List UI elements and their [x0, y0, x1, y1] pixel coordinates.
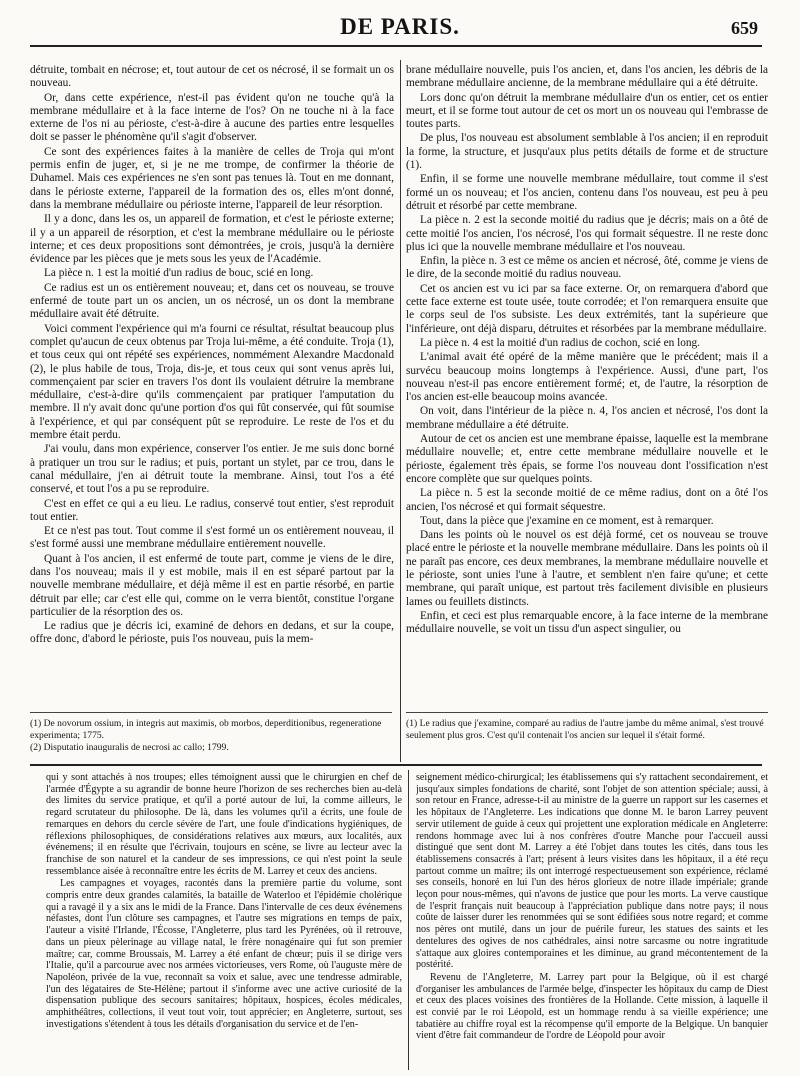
paragraph: détruite, tombait en nécrose; et, tout autour de cet os nécrosé, il se formait un os nouveau.	[30, 64, 394, 90]
paragraph: Enfin, et ceci est plus remarquable encore, à la face interne de la membrane médullaire nouvelle, se voit un tissu d'un aspect singulier, ou	[406, 609, 768, 636]
paragraph: Or, dans cette expérience, n'est-il pas évident qu'on ne touche qu'à la membrane médullaire et à la face interne de l'os? On ne touche ni à la face externe de l'os ni au périoste, c'est-à-dire à aucune des parties entre lesquelles doit se passer le phénomène qu'il s'agit d'observer.	[30, 91, 394, 144]
footnote: (1) Le radius que j'examine, comparé au radius de l'autre jambe du même animal, s'est trouvé seulement plus gros. C'est qu'il contenait l'os ancien sur lequel il s'était formé.	[406, 718, 764, 741]
paragraph: On voit, dans l'intérieur de la pièce n. 4, l'os ancien et nécrosé, l'os dont la membrane médullaire a été détruite.	[406, 405, 768, 431]
feuilleton-rule	[30, 764, 762, 766]
paragraph: J'ai voulu, dans mon expérience, conserver l'os entier. Je me suis donc borné à pratiquer un trou sur le radius; et puis, portant un stylet, par ce trou, dans le canal médullaire, j'en ai détruit toute la membrane. Ainsi, tout l'os a été conservé, et tout l'os a pu se reproduire.	[30, 443, 394, 496]
feuilleton-column-divider	[408, 770, 409, 1070]
paragraph: Les campagnes et voyages, racontés dans la première partie du volume, sont compris entre deux grandes calamités, la bataille de Waterloo et l'épidémie cholérique qui a ravagé il y a six ans le midi de la France. Dans l'intervalle de ces deux événemens néfastes, dont l'un clôture ses campagnes, et l'autre ses migrations en temps de paix, l'auteur a visité l'Irlande, l'Écosse, l'Angleterre, plus tard les Pyrénées, où il retrouve, dans un pieux pèlerinage au village natal, le frère nonagénaire qui fut son premier maître; car, comme Broussais, M. Larrey a été enfant de chœur; puis il se dirige vers l'Italie, qu'il a parcourue avec nos armées victorieuses, vers Rome, où l'auguste mère de Napoléon, privée de la vue, reconnaît sa voix et salue, avec une tendresse admirable, l'un des légataires de Ste-Hélène; partout il s'informe avec une active curiosité de la dispensation publique des secours sanitaires; hôpitaux, hospices, écoles médicales, amphithéâtres, collections, il veut tout voir, tout apprécier; en Angleterre, surtout, ses investigations s'étendent à tous les détails d'organisation du service et de l'en-	[46, 878, 402, 1030]
paragraph: Le radius que je décris ici, examiné de dehors en dedans, et sur la coupe, offre donc, d'abord le périoste, puis l'os nouveau, puis la mem-	[30, 620, 394, 646]
footnote: (2) Disputatio inauguralis de necrosi ac callo; 1799.	[30, 742, 229, 753]
paragraph: Enfin, la pièce n. 3 est ce même os ancien et nécrosé, ôté, comme je viens de le dire, de la seconde moitié du radius nouveau.	[406, 255, 768, 281]
paragraph: Il y a donc, dans les os, un appareil de formation, et c'est le périoste externe; il y a un appareil de résorption, et c'est la membrane médullaire ou le périoste interne; et ces deux propositions sont démontrées, je crois, jusqu'à la dernière évidence par les pièces que je mets sous les yeux de l'Académie.	[30, 213, 394, 266]
page-number: 659	[731, 18, 758, 38]
feuilleton-column-left	[46, 772, 402, 1072]
paragraph: C'est en effet ce qui a eu lieu. Le radius, conservé tout entier, s'est reproduit tout entier.	[30, 497, 394, 523]
footnote-rule-right	[406, 712, 768, 713]
paragraph: Autour de cet os ancien est une membrane épaisse, laquelle est la membrane médullaire nouvelle; et, entre cette membrane médullaire nouvelle et le périoste, également très épais, se forme l'os nouveau dont l'ossification n'est encore complète que sur quelques points.	[406, 433, 768, 485]
article-column-right	[406, 64, 768, 706]
paragraph: Revenu de l'Angleterre, M. Larrey part pour la Belgique, où il est chargé d'organiser les ambulances de l'armée belge, d'inspecter les hôpitaux du camp de Diest et ceux des places voisines des frontières de la Hollande. Cette mission, à laquelle il est convié par le roi Léopold, est un hommage rendu à sa vieille expérience; une tabatière au chiffre royal est la récompense qu'il emporte de la Belgique. Un banquier vient d'être fait commandeur de l'ordre de Léopold pour avoir	[416, 971, 768, 1042]
paragraph: L'animal avait été opéré de la même manière que le précédent; mais il a survécu beaucoup moins longtemps à l'expérience. Aussi, d'une part, l'os nouveau n'est-il pas encore entièrement formé; et, de l'autre, la résorption de l'os ancien est-elle beaucoup moins avancée.	[406, 351, 768, 404]
paragraph: La pièce n. 1 est la moitié d'un radius de bouc, scié en long.	[44, 267, 314, 280]
paragraph: Dans les points où le nouvel os est déjà formé, cet os nouveau se trouve placé entre le périoste et la nouvelle membrane médullaire. Dans les points où il ne paraît pas encore, ces deux membranes, la membrane médullaire nouvelle et le périoste, sont unies l'une à l'autre, et semblent n'en faire qu'une; et cette membrane, qui paraît unique, est partout très facilement divisible en plusieurs lames ou feuillets distincts.	[406, 529, 768, 608]
paragraph: Cet os ancien est vu ici par sa face externe. Or, on remarquera d'abord que cette face externe est toute usée, toute corrodée; et l'on remarquera ensuite que le corps seul de l'os subsiste. Les deux extrémités, tant la supérieure que l'inférieure, ont déjà disparu, détruites et résorbées par la membrane médullaire.	[406, 282, 768, 335]
paragraph: Enfin, il se forme une nouvelle membrane médullaire, tout comme il s'est formé un os nouveau; et l'os ancien, contenu dans l'os nouveau, est peu à peu détruit et résorbé par cette membrane.	[406, 173, 768, 212]
footnote: (1) De novorum ossium, in integris aut maximis, ob morbos, deperditionibus, regeneratione experimenta; 1775.	[30, 718, 382, 741]
paragraph: Quant à l'os ancien, il est enfermé de toute part, comme je viens de le dire, dans l'os nouveau; mais il y est mobile, mais il en est séparé partout par la nouvelle membrane médullaire, et déjà même il est en partie résorbé, en partie détruit par elle; car c'est elle qui, comme on le verra bientôt, constitue l'organe particulier de la résorption des os.	[30, 552, 394, 618]
running-title: DE PARIS.	[340, 14, 460, 39]
paragraph: seignement médico-chirurgical; les établissemens qui s'y rattachent secondairement, et jusqu'aux simples fondations de charité, sont l'objet de son attention spéciale; aussi, à son retour en France, adresse-t-il au ministre de la guerre un rapport sur les casernes et les hôpitaux de l'Angleterre. Les indications que donne M. le baron Larrey peuvent servir utilement de guide à ceux qui projettent une exploration médicale en Angleterre: rendons hommage avec lui à nos confrères d'outre Manche pour l'accueil aussi distingué que sent dont M. Larrey a été l'objet dans toutes les cités, dans tous les établissemens consacrés à l'art; présent à leurs visites dans les hôpitaux, il a été reçu partout comme un maître; ils ont interrogé respectueusement son expérience, réclamé ses conseils, honoré en lui l'un des héros glorieux de notre illade impériale; grande leçon pour nous-mêmes, qui n'avons de justice que pour les morts. La verve caustique de l'esprit français nuit beaucoup à l'appréciation publique dans notre pays; il nous coûte de laisser durer les renommées qui se sont édifiées sous notre regard; et comme nos pères ont mutilé, dans un jour de puérile fureur, les statues des saints et les dentelures des ogives de nos cathédrales, ainsi notre sarcasme ou notre ingratitude s'attaque aux gloires contemporaines et les diminue, au grand mécontentement de la postérité.	[416, 772, 768, 971]
footnotes-right	[406, 718, 768, 742]
paragraph: qui y sont attachés à nos troupes; elles témoignent aussi que le chirurgien en chef de l'armée d'Égypte a su agrandir de bonne heure l'horizon de ses recherches bien au-delà des limites du service pratique, et qu'il a porté autour de lui, la comme ailleurs, le regard scrutateur du philosophe. De là, dans les volumes qu'il a écrits, une foule de remarques en dehors du cercle sévère de l'art, une foule d'indications hygiéniques, de réflexions philosophiques, de considérations relatives aux mœurs, aux localités, aux événemens; il en résulte que l'écrivain, toujours en scène, se livre au lecteur avec la franchise de son naturel et la candeur de ses impressions, ce qui n'est point la seule ressemblance aisée à reconnaître entre les écrits de M. Larrey et ceux des anciens.	[46, 772, 402, 877]
page-header	[0, 0, 800, 46]
paragraph: Ce sont des expériences faites à la manière de celles de Troja qui m'ont permis enfin de juger, et, si je ne me trompe, de confirmer la théorie de Duhamel. Mais ces expériences ne s'en sont pas tenues là. Tout en me donnant, dans le périoste externe, l'appareil de la formation des os, elles m'ont donné, dans la membrane médullaire ou périoste interne, l'appareil de leur résorption.	[30, 145, 394, 211]
paragraph: Ce radius est un os entièrement nouveau; et, dans cet os nouveau, se trouve enfermé de toute part un os ancien, un os nécrosé, un os dont la membrane médullaire avait été détruite.	[30, 281, 394, 321]
paragraph: Voici comment l'expérience qui m'a fourni ce résultat, résultat beaucoup plus complet qu'aucun de ceux obtenus par Troja lui-même, a été conduite. Troja (1), et tous ceux qui ont répété ses expériences, nommément Alexandre Macdonald (2), le plus habile de tous, Troja, dis-je, et tous ceux qui sont venus après lui, commençaient par scier en travers l'os dont ils voulaient détruire la membrane médullaire, c'est-à-dire qu'ils commençaient par pratiquer l'amputation du membre. Il n'y avait donc qu'une portion d'os qui fût conservée, qui fût soumise à l'expérience, et qui par conséquent pût se reproduire. Le reste de l'os et du membre était perdu.	[30, 322, 394, 442]
paragraph: La pièce n. 5 est la seconde moitié de ce même radius, dont on a ôté l'os ancien, l'os nécrosé et qui formait séquestre.	[406, 487, 768, 513]
paragraph: La pièce n. 4 est la moitié d'un radius de cochon, scié en long.	[420, 336, 700, 349]
article-column-left	[30, 64, 394, 706]
paragraph: La pièce n. 2 est la seconde moitié du radius que je décris; mais on a ôté de cette moitié l'os ancien, l'os nécrosé, l'os qui formait séquestre. Il ne reste donc plus ici que la nouvelle membrane médullaire et l'os nouveau.	[406, 214, 768, 253]
column-divider	[400, 60, 401, 762]
paragraph: brane médullaire nouvelle, puis l'os ancien, et, dans l'os ancien, les débris de la membrane médullaire ancienne, de la membrane médullaire qui a été détruite.	[406, 64, 768, 90]
footnotes-left	[30, 718, 394, 754]
footnote-rule-left	[30, 712, 392, 713]
paragraph: Lors donc qu'on détruit la membrane médullaire d'un os entier, cet os entier meurt, et il se forme tout autour de cet os mort un os nouveau qui l'embrasse de toutes parts.	[406, 91, 768, 131]
paragraph: Et ce n'est pas tout. Tout comme il s'est formé un os entièrement nouveau, il s'est formé aussi une membrane médullaire entièrement nouvelle.	[30, 525, 394, 551]
feuilleton-column-right	[416, 772, 768, 1072]
paragraph: De plus, l'os nouveau est absolument semblable à l'os ancien; il en reproduit la forme, la structure, et jusqu'aux plus petits détails de forme et de structure (1).	[406, 132, 768, 172]
header-rule	[30, 45, 762, 47]
paragraph: Tout, dans la pièce que j'examine en ce moment, est à remarquer.	[420, 514, 714, 527]
